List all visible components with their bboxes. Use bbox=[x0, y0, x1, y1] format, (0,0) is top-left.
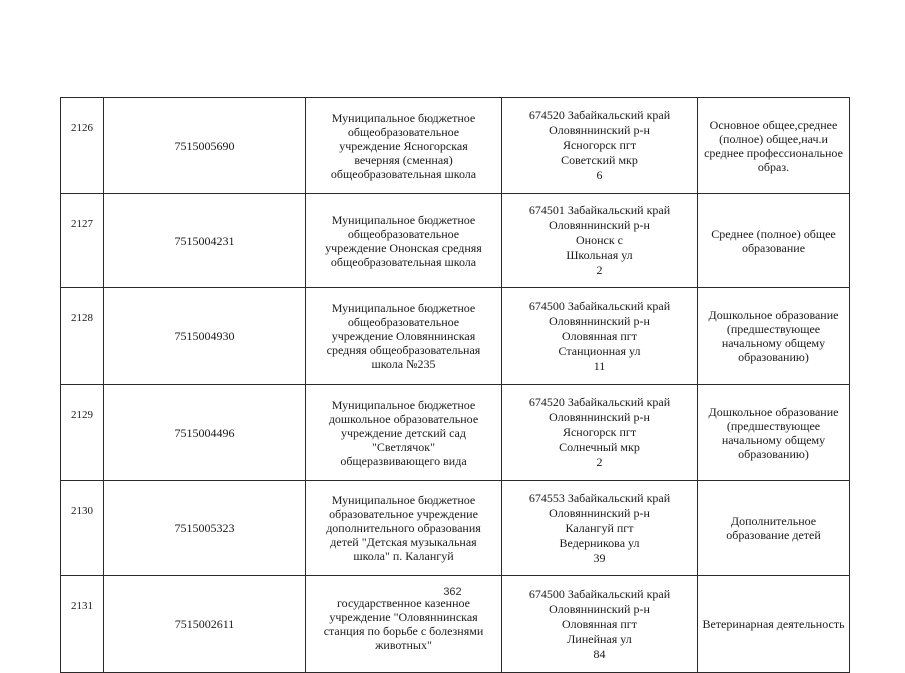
address-line: Станционная ул bbox=[558, 343, 641, 358]
table-row bbox=[61, 194, 850, 288]
organization-name-line: дошкольное образовательное bbox=[328, 411, 479, 426]
page-number: 362 bbox=[443, 586, 462, 598]
organization-name-line: общеобразовательная школа bbox=[330, 254, 477, 269]
inn-cell: 7515002611 bbox=[104, 576, 306, 673]
address-line: Ясногорск пгт bbox=[562, 425, 637, 439]
table-row bbox=[61, 98, 850, 194]
address-line: Ононск с bbox=[576, 233, 623, 247]
address-line: 674501 Забайкальский край bbox=[528, 203, 671, 217]
address-line: Оловяннинский р-н bbox=[549, 505, 650, 520]
address-cell bbox=[502, 385, 698, 481]
organization-name-line: общеобразовательное bbox=[347, 226, 460, 241]
address-line: 2 bbox=[596, 263, 603, 277]
address-line: 674500 Забайкальский край bbox=[528, 298, 671, 313]
activity-line: Дополнительное bbox=[730, 514, 817, 528]
address-line: 674520 Забайкальский край bbox=[528, 395, 671, 409]
activity-cell bbox=[698, 98, 850, 194]
activity-line: Основное общее,среднее bbox=[709, 117, 838, 132]
address-line: 674500 Забайкальский край bbox=[528, 586, 671, 601]
inn-cell: 7515004231 bbox=[104, 194, 306, 288]
organization-name-line: общеобразовательное bbox=[347, 124, 460, 139]
inn-cell: 7515005323 bbox=[104, 481, 306, 576]
row-number-cell: 2127 bbox=[61, 194, 104, 288]
activity-line: (полное) общее,нач.и bbox=[719, 131, 828, 146]
organization-name-line: дополнительного образования bbox=[326, 521, 481, 535]
address-line: 2 bbox=[596, 455, 603, 469]
activity-line: Ветеринарная деятельность bbox=[702, 617, 845, 631]
address-line: Оловяннинский р-н bbox=[549, 313, 650, 328]
address-line: 674520 Забайкальский край bbox=[528, 108, 671, 122]
organization-name-line: "Светлячок" bbox=[371, 439, 436, 454]
table-row bbox=[61, 481, 850, 576]
address-cell bbox=[502, 98, 698, 194]
inn-cell: 7515005690 bbox=[104, 98, 306, 194]
organization-name-line: вечерняя (сменная) bbox=[354, 152, 453, 167]
organization-name-line: школа №235 bbox=[371, 357, 436, 371]
address-line: Ведерникова ул bbox=[559, 535, 640, 550]
organization-name-cell bbox=[306, 481, 502, 576]
organization-name-line: государственное казенное bbox=[337, 596, 470, 610]
row-number-cell: 2131 bbox=[61, 576, 104, 673]
organization-name-cell bbox=[306, 288, 502, 385]
organization-name-line: общеразвивающего вида bbox=[340, 453, 467, 468]
organization-name-cell bbox=[306, 194, 502, 288]
activity-line: образование детей bbox=[726, 528, 821, 542]
activity-line: Дошкольное образование bbox=[708, 308, 839, 322]
organization-name-line: учреждение "Оловяннинская bbox=[329, 610, 478, 624]
activity-line: начальному общему bbox=[721, 336, 826, 350]
address-line: Школьная ул bbox=[566, 248, 633, 262]
address-line: Оловяннинский р-н bbox=[549, 601, 650, 616]
organization-name-line: школа" п. Калангуй bbox=[353, 549, 454, 563]
address-line: Оловяннинский р-н bbox=[549, 410, 650, 424]
organization-name-line: станция по борьбе с болезнями bbox=[323, 624, 484, 638]
activity-line: (предшествующее bbox=[726, 418, 821, 433]
address-line: Линейная ул bbox=[567, 631, 632, 646]
inn-cell: 7515004496 bbox=[104, 385, 306, 481]
address-line: 39 bbox=[593, 550, 606, 565]
address-line: Солнечный мкр bbox=[559, 440, 640, 454]
row-number-cell: 2128 bbox=[61, 288, 104, 385]
organization-name-line: учреждение детский сад bbox=[341, 425, 466, 440]
activity-line: среднее профессиональное bbox=[704, 145, 843, 160]
address-line: 6 bbox=[596, 168, 603, 182]
activity-line: образование bbox=[741, 240, 806, 255]
address-cell bbox=[502, 481, 698, 576]
row-number-cell: 2129 bbox=[61, 385, 104, 481]
address-line: Ясногорск пгт bbox=[562, 138, 637, 152]
activity-line: образованию) bbox=[738, 350, 809, 364]
activity-line: образованию) bbox=[738, 446, 809, 461]
activity-line: начальному общему bbox=[721, 432, 826, 447]
address-line: 674553 Забайкальский край bbox=[528, 490, 671, 505]
organization-name-line: детей "Детская музыкальная bbox=[330, 535, 477, 549]
table-row bbox=[61, 385, 850, 481]
activity-line: (предшествующее bbox=[726, 322, 821, 336]
address-cell bbox=[502, 288, 698, 385]
organization-name-line: животных" bbox=[375, 638, 432, 652]
organization-name-line: средняя общеобразовательная bbox=[326, 343, 481, 357]
organization-name-line: Муниципальное бюджетное bbox=[331, 301, 476, 315]
address-cell bbox=[502, 194, 698, 288]
activity-cell bbox=[698, 194, 850, 288]
organization-name-line: учреждение Оловяннинская bbox=[331, 329, 476, 343]
address-line: Оловянная пгт bbox=[562, 616, 637, 631]
organization-name-line: учреждение Ононская средняя bbox=[325, 240, 482, 255]
inn-cell: 7515004930 bbox=[104, 288, 306, 385]
organization-name-line: Муниципальное бюджетное bbox=[331, 493, 476, 507]
table-row bbox=[61, 288, 850, 385]
organization-name-line: общеобразовательное bbox=[347, 315, 460, 329]
address-line: Оловяннинский р-н bbox=[549, 218, 650, 232]
organization-name-line: общеобразовательная школа bbox=[330, 166, 477, 181]
activity-line: образ. bbox=[757, 159, 790, 174]
organization-name-line: образовательное учреждение bbox=[329, 507, 478, 521]
organization-name-cell bbox=[306, 98, 502, 194]
address-line: Оловяннинский р-н bbox=[549, 123, 650, 137]
address-line: Советский мкр bbox=[561, 153, 638, 167]
organization-name-line: Муниципальное бюджетное bbox=[331, 212, 476, 227]
address-line: 84 bbox=[593, 646, 606, 661]
organization-name-line: учреждение Ясногорская bbox=[339, 138, 468, 153]
organization-name-cell bbox=[306, 385, 502, 481]
activity-cell bbox=[698, 288, 850, 385]
address-line: Оловянная пгт bbox=[562, 328, 637, 343]
address-line: 11 bbox=[593, 358, 606, 373]
row-number-cell: 2126 bbox=[61, 98, 104, 194]
activity-line: Среднее (полное) общее bbox=[711, 226, 836, 241]
address-line: Калангуй пгт bbox=[565, 520, 634, 535]
activity-cell bbox=[698, 481, 850, 576]
organization-name-line: Муниципальное бюджетное bbox=[331, 110, 476, 125]
activity-cell bbox=[698, 385, 850, 481]
activity-line: Дошкольное образование bbox=[708, 404, 839, 419]
organization-name-line: Муниципальное бюджетное bbox=[331, 397, 476, 412]
row-number-cell: 2130 bbox=[61, 481, 104, 576]
